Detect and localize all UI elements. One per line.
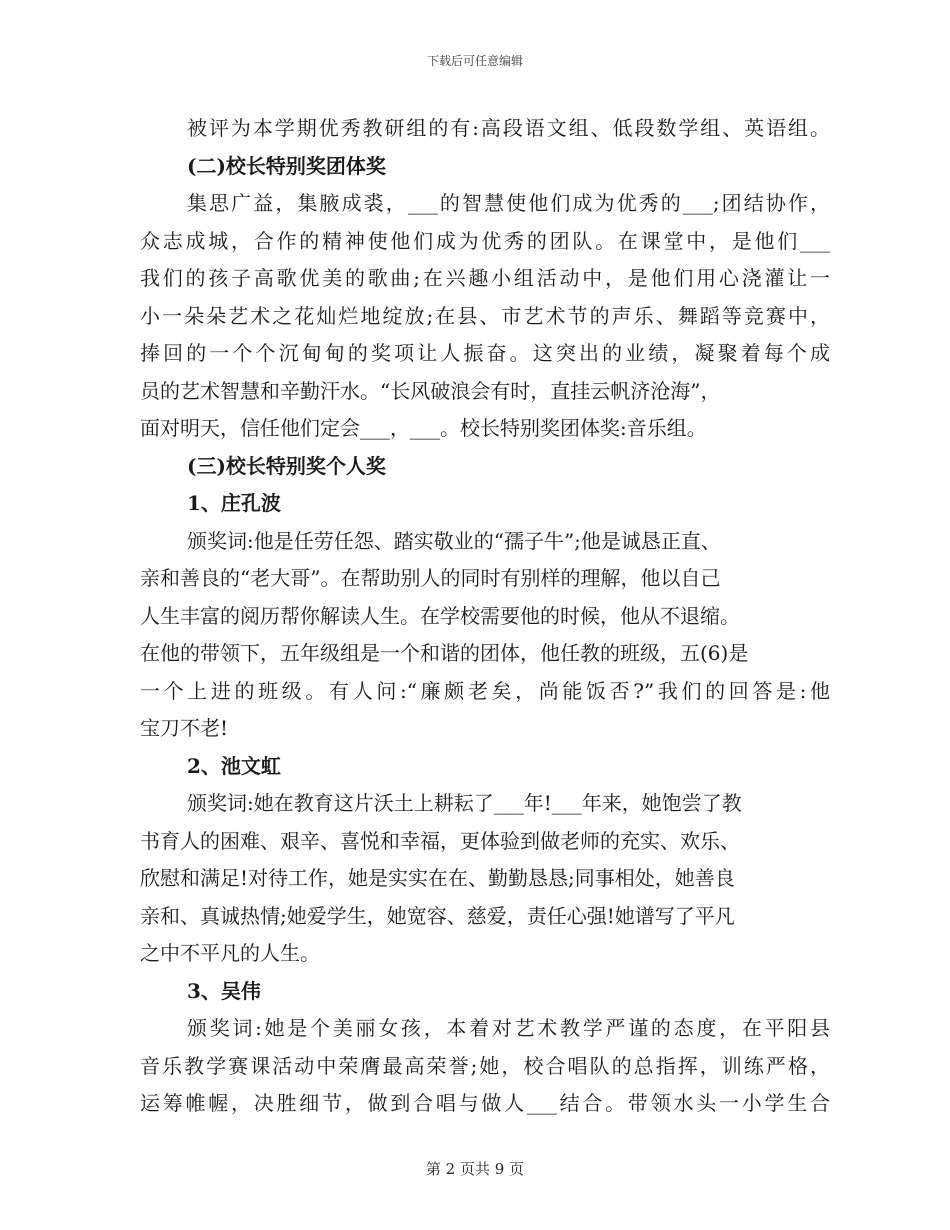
section-heading: (二)校长特别奖团体奖 — [187, 153, 386, 178]
person-heading: 2、池文虹 — [187, 753, 281, 778]
text-line: 颁奖词:她在教育这片沃土上耕耘了___年!___年来，她饱尝了教 — [187, 791, 742, 815]
text-line: 在他的带领下，五年级组是一个和谐的团体，他任教的班级，五(6)是 — [140, 641, 749, 665]
document-body — [140, 110, 830, 1123]
text-line: 亲和、真诚热情;她爱学生，她宽容、慈爱，责任心强!她谱写了平凡 — [140, 903, 735, 928]
text-line: 小一朵朵艺术之花灿烂地绽放;在县、市艺术节的声乐、舞蹈等竞赛中， — [140, 303, 830, 328]
page-footer: 第 2 页共 9 页 — [425, 1160, 525, 1178]
text-line: 书育人的困难、艰辛、喜悦和幸福，更体验到做老师的充实、欢乐、 — [140, 828, 740, 853]
text-line: 众志成城，合作的精神使他们成为优秀的团队。在课堂中，是他们___ — [140, 228, 830, 253]
text-line: 面对明天，信任他们定会___，___。校长特别奖团体奖:音乐组。 — [140, 416, 707, 440]
text-line: 之中不平凡的人生。 — [140, 941, 320, 965]
text-line: 颁奖词:她是个美丽女孩，本着对艺术教学严谨的态度，在平阳县 — [187, 1016, 830, 1040]
section-heading: (三)校长特别奖个人奖 — [187, 453, 386, 478]
person-heading: 1、庄孔波 — [187, 491, 281, 515]
text-line: 宝刀不老! — [140, 716, 229, 740]
text-line: 运筹帷幄，决胜细节，做到合唱与做人___结合。带领水头一小学生合 — [140, 1091, 830, 1115]
text-line: 欣慰和满足!对待工作，她是实实在在、勤勤恳恳;同事相处，她善良 — [140, 866, 735, 890]
text-line: 被评为本学期优秀教研组的有:高段语文组、低段数学组、英语组。 — [187, 116, 830, 140]
text-line: 颁奖词:他是任劳任怨、踏实敬业的“孺子牛”;他是诚恳正直、 — [187, 528, 721, 553]
text-line: 音乐教学赛课活动中荣膺最高荣誉;她，校合唱队的总指挥，训练严格， — [140, 1053, 830, 1078]
text-line: 员的艺术智慧和辛勤汗水。“长风破浪会有时，直挂云帆济沧海”， — [140, 378, 721, 403]
text-line: 我们的孩子高歌优美的歌曲;在兴趣小组活动中，是他们用心浇灌让一 — [140, 266, 830, 290]
text-line: 集思广益，集腋成裘，___的智慧使他们成为优秀的___;团结协作， — [187, 191, 830, 215]
text-line: 一个上进的班级。有人问:“廉颇老矣，尚能饭否?”我们的回答是:他 — [140, 678, 830, 703]
person-heading: 3、吴伟 — [187, 978, 261, 1003]
text-line: 捧回的一个个沉甸甸的奖项让人振奋。这突出的业绩，凝聚着每个成 — [140, 341, 830, 365]
text-line: 人生丰富的阅历帮你解读人生。在学校需要他的时候，他从不退缩。 — [140, 603, 740, 628]
text-line: 亲和善良的“老大哥”。在帮助别人的同时有别样的理解，他以自己 — [140, 566, 721, 590]
page-header: 下载后可任意编辑 — [426, 54, 523, 68]
